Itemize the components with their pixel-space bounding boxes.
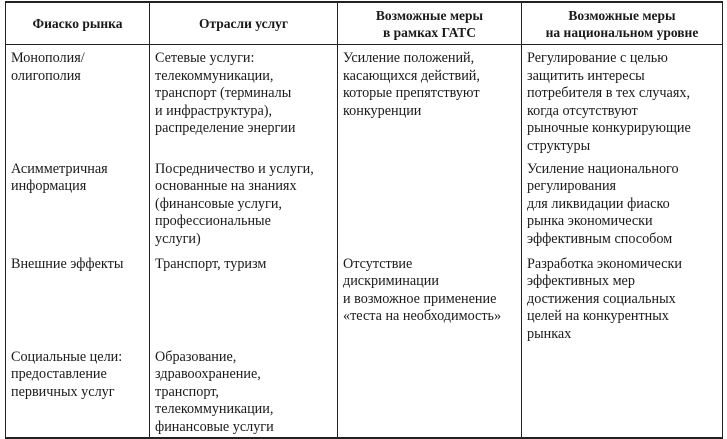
cell-gats-measures: Отсутствие дискриминации и возможное применение «теста на необходимость» bbox=[338, 251, 522, 344]
cell-gats-measures bbox=[338, 156, 522, 251]
table-row bbox=[6, 156, 723, 251]
table-row bbox=[6, 344, 723, 438]
table-header-row bbox=[6, 2, 723, 45]
table-row bbox=[6, 45, 723, 156]
cell-national-measures: Усиление национального регулирования для ликвидации фиаско рынка экономически эффективным способом bbox=[522, 156, 723, 251]
cell-market-failure: Социальные цели: предоставление первичных услуг bbox=[6, 344, 150, 438]
header-national-measures: Возможные меры на национальном уровне bbox=[522, 2, 723, 45]
cell-service-sectors: Посредничество и услуги, основанные на знаниях (финансовые услуги, профессиональные услуги) bbox=[150, 156, 338, 251]
cell-national-measures: Разработка экономически эффективных мер достижения социальных целей на конкурентных рынках bbox=[522, 251, 723, 344]
cell-service-sectors: Сетевые услуги: телекоммуникации, транспорт (терминалы и инфраструктура), распределение энергии bbox=[150, 45, 338, 156]
cell-service-sectors: Образование, здравоохранение, транспорт, телекоммуникации, финансовые услуги bbox=[150, 344, 338, 438]
header-gats-measures: Возможные меры в рамках ГАТС bbox=[338, 2, 522, 45]
market-failure-table bbox=[5, 1, 723, 439]
header-service-sectors: Отрасли услуг bbox=[150, 2, 338, 45]
cell-national-measures: Регулирование с целью защитить интересы потребителя в тех случаях, когда отсутствуют рыночные конкурирующие структуры bbox=[522, 45, 723, 156]
cell-national-measures bbox=[522, 344, 723, 438]
table-row bbox=[6, 251, 723, 344]
cell-gats-measures bbox=[338, 344, 522, 438]
cell-gats-measures: Усиление положений, касающихся действий, которые препятствуют конкуренции bbox=[338, 45, 522, 156]
cell-service-sectors: Транспорт, туризм bbox=[150, 251, 338, 344]
header-market-failure: Фиаско рынка bbox=[6, 2, 150, 45]
cell-market-failure: Асимметричная информация bbox=[6, 156, 150, 251]
cell-market-failure: Внешние эффекты bbox=[6, 251, 150, 344]
cell-market-failure: Монополия/ олигополия bbox=[6, 45, 150, 156]
